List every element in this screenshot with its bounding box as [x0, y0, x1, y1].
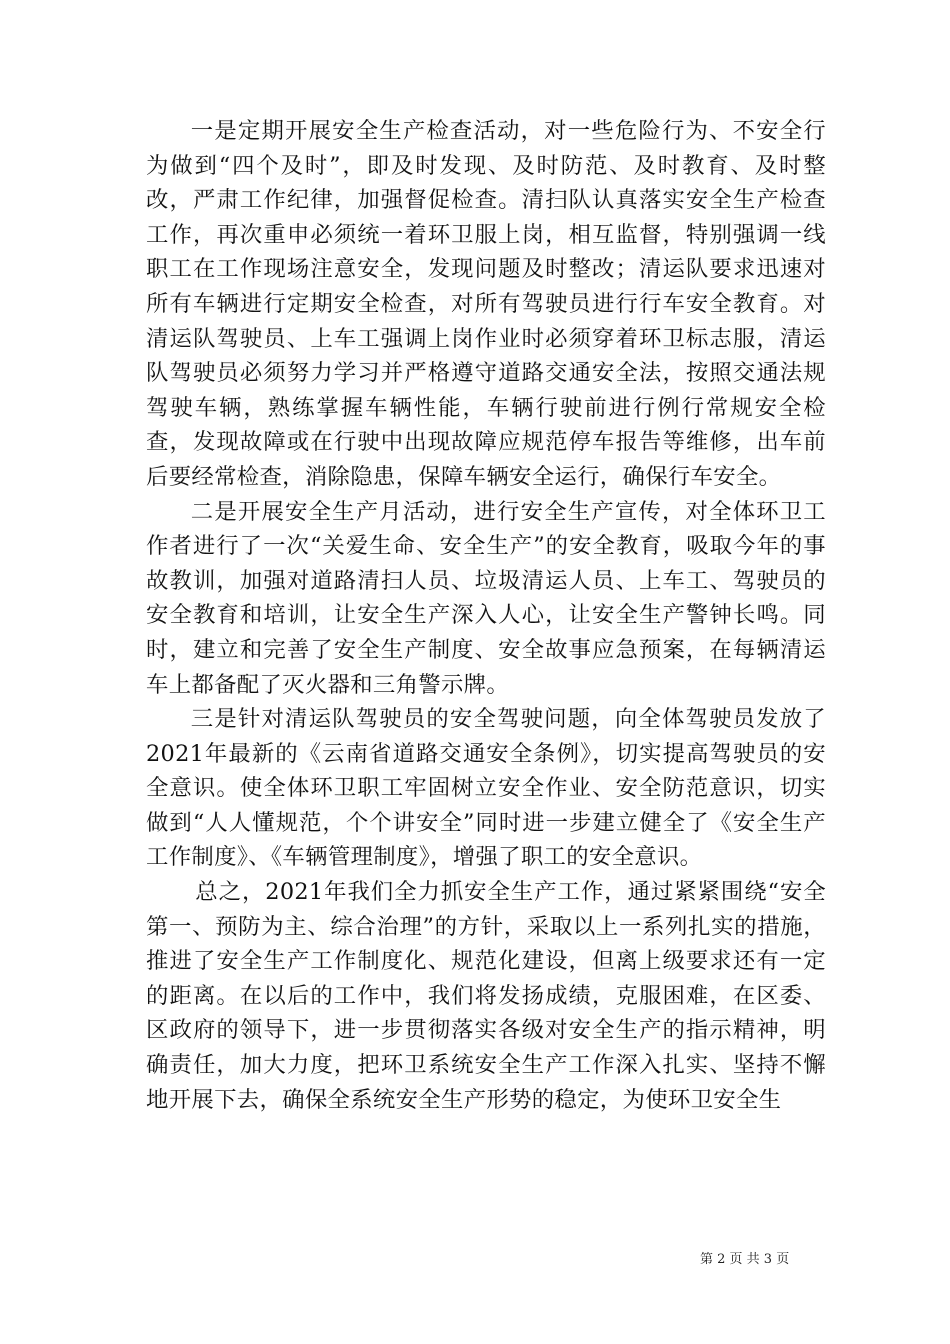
paragraph-driver-safety: 三是针对清运队驾驶员的安全驾驶问题，向全体驾驶员发放了2021年最新的《云南省道路交通安全条例》，切实提高驾驶员的安全意识。使全体环卫职工牢固树立安全作业、安全防范意识，切实做到“人人懂规范，个个讲安全”同时进一步建立健全了《安全生产工作制度》、《车辆管理制度》，增强了职工的安全意识。 — [146, 706, 826, 871]
paragraph-safety-month: 二是开展安全生产月活动，进行安全生产宣传，对全体环卫工作者进行了一次“关爱生命、安全生产”的安全教育，吸取今年的事故教训，加强对道路清扫人员、垃圾清运人员、上车工、驾驶员的安全教育和培训，让安全生产深入人心，让安全生产警钟长鸣。同时，建立和完善了安全生产制度、安全故事应急预案，在每辆清运车上都备配了灭火器和三角警示牌。 — [146, 498, 826, 698]
document-body — [146, 114, 826, 1117]
paragraph-summary: 总之，2021年我们全力抓安全生产工作，通过紧紧围绕“安全第一、预防为主、综合治理”的方针，采取以上一系列扎实的措施，推进了安全生产工作制度化、规范化建设，但离上级要求还有一定的距离。在以后的工作中，我们将发扬成绩，克服困难，在区委、区政府的领导下，进一步贯彻落实各级对安全生产的指示精神，明确责任，加大力度，把环卫系统安全生产工作深入扎实、坚持不懈地开展下去，确保全系统安全生产形势的稳定，为使环卫安全生 — [146, 879, 826, 1113]
page-number: 第 2 页 共 3 页 — [700, 1252, 790, 1267]
paragraph-inspection: 一是定期开展安全生产检查活动，对一些危险行为、不安全行为做到“四个及时”，即及时发现、及时防范、及时教育、及时整改，严肃工作纪律，加强督促检查。清扫队认真落实安全生产检查工作，再次重申必须统一着环卫服上岗，相互监督，特别强调一线职工在工作现场注意安全，发现问题及时整改；清运队要求迅速对所有车辆进行定期安全检查，对所有驾驶员进行行车安全教育。对清运队驾驶员、上车工强调上岗作业时必须穿着环卫标志服，清运队驾驶员必须努力学习并严格遵守道路交通安全法，按照交通法规驾驶车辆，熟练掌握车辆性能，车辆行驶前进行例行常规安全检查，发现故障或在行驶中出现故障应规范停车报告等维修，出车前后要经常检查，消除隐患，保障车辆安全运行，确保行车安全。 — [146, 118, 826, 490]
